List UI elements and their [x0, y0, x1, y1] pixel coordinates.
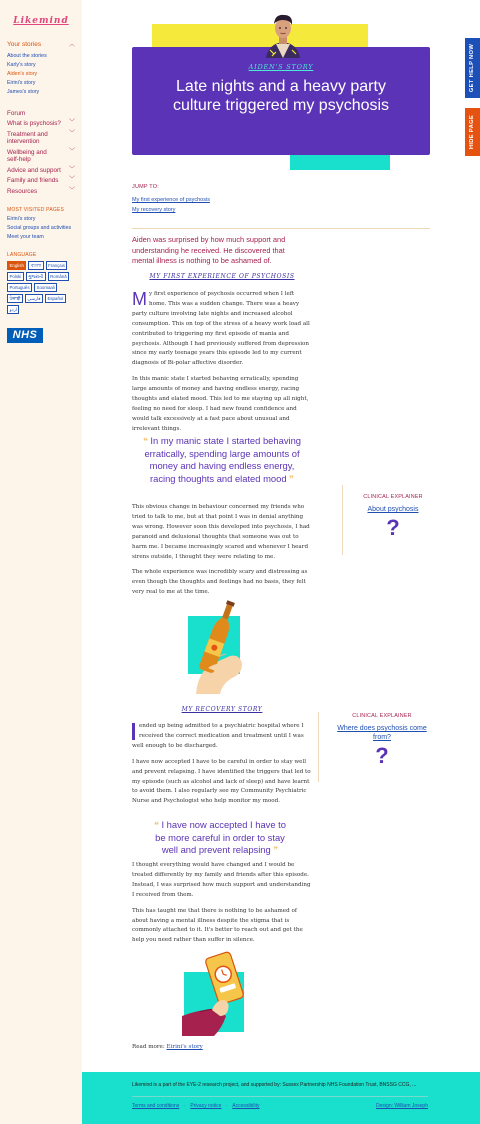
drop-cap-bar	[132, 723, 135, 740]
explainer-title[interactable]: Where does psychosis come from?	[337, 725, 427, 741]
nav-family[interactable]	[7, 176, 75, 187]
open-quote-icon: ❝	[153, 820, 159, 830]
footer-separator: ·	[225, 1102, 228, 1109]
section-heading-recovery: MY RECOVERY STORY	[181, 706, 263, 713]
lang-option[interactable]: اردو	[7, 305, 19, 314]
read-more-link[interactable]: Eirini's story	[166, 1044, 203, 1050]
most-visited-title: MOST VISITED PAGES	[7, 206, 65, 213]
language-selector	[7, 261, 75, 314]
jump-link-recovery[interactable]: My recovery story	[132, 207, 176, 213]
nav-link-aiden[interactable]: Aiden's story	[7, 71, 38, 77]
divider	[132, 228, 430, 229]
nav-link-james[interactable]: James's story	[7, 89, 40, 95]
jump-to-nav	[132, 184, 312, 215]
paragraph: In this manic state I started behaving erratically, spending large amounts of money and having endless energy, racing thoughts and elated mood. This led to me staying up all night, feeling no need for sleep. I had new found confidence and would talk excessively at a fast pace about unusual and irrelevant things.	[132, 376, 309, 432]
clinical-explainer-where-psychosis[interactable]	[330, 713, 434, 768]
get-help-label: GET HELP NOW	[469, 43, 476, 93]
hero-kicker: AIDEN'S STORY	[248, 63, 314, 71]
phone-alarm-illustration	[182, 950, 254, 1036]
lang-option[interactable]: ਪੰਜਾਬੀ	[7, 294, 23, 303]
nav-label: Advice and support	[7, 166, 61, 174]
explainer-divider	[318, 712, 319, 782]
footer-link-privacy[interactable]: Privacy notice	[190, 1102, 222, 1109]
chevron-down-icon: ﹀	[68, 130, 75, 137]
explainer-kicker: CLINICAL EXPLAINER	[352, 713, 412, 719]
get-help-now-tab[interactable]	[465, 38, 480, 98]
chevron-down-icon: ﹀	[68, 148, 75, 155]
footer-design-credit[interactable]: Design: William Joseph	[376, 1102, 428, 1109]
paragraph	[132, 290, 312, 369]
language-title: LANGUAGE	[7, 251, 37, 258]
section-recovery	[132, 722, 312, 807]
paragraph: I thought everything would have changed and I would be treated differently by my family and friends after this episode. Instead, I was surprised how much support and understanding I received from them.	[132, 862, 311, 898]
nav-label: Family and friends	[7, 177, 59, 184]
hide-page-tab[interactable]	[465, 108, 480, 156]
jump-link-first-experience[interactable]: My first experience of psychosis	[132, 197, 210, 203]
nav-treatment[interactable]	[7, 129, 75, 147]
pull-quote-text: I have now accepted I have to be more careful in order to stay well and prevent relapsing	[155, 819, 286, 856]
most-visited-link[interactable]: Eirini's story	[7, 215, 36, 222]
explainer-title[interactable]: About psychosis	[367, 506, 419, 513]
pull-quote	[142, 435, 302, 485]
paragraph-text: ended up being admitted to a psychiatric hospital where I received the correct medication and treatment until I was well enough to be discharged.	[132, 723, 304, 749]
question-icon: ?	[386, 515, 400, 540]
chevron-down-icon: ﹀	[68, 187, 75, 194]
lang-option[interactable]: فارسی	[25, 294, 43, 303]
lang-option[interactable]: Soomaali	[34, 283, 57, 292]
nav-resources[interactable]	[7, 186, 75, 197]
lang-option[interactable]: English	[7, 261, 26, 270]
open-quote-icon: ❝	[142, 436, 148, 446]
paragraph: This has taught me that there is nothing to be ashamed of about having a mental illness despite the stigma that is commonly attached to it. It's better to reach out and get the help you need rather than suffer in silence.	[132, 907, 303, 944]
footer-credit: Likemind is a part of the EYE-2 research project, and supported by: Sussex Partnership NHS Foundation Trust, BNSSG CCG, ...	[132, 1082, 417, 1088]
paragraph: The whole experience was incredibly scary and distressing as even though the thoughts and feelings had no basis, they felt very real to me at the time.	[132, 569, 308, 596]
footer	[82, 1072, 480, 1124]
chevron-down-icon: ﹀	[68, 166, 75, 173]
section-first-experience-cont	[132, 503, 312, 598]
jump-to-label: JUMP TO:	[132, 184, 159, 190]
most-visited-link[interactable]: Social groups and activities	[7, 224, 72, 231]
your-stories-section	[7, 41, 75, 97]
page-title: Late nights and a heavy party culture triggered my psychosis	[172, 78, 390, 114]
nav-link-eirini[interactable]: Eirini's story	[7, 80, 36, 86]
hero-banner	[132, 47, 430, 155]
read-more	[132, 1043, 332, 1053]
nav-wellbeing[interactable]	[7, 147, 75, 165]
your-stories-label: Your stories	[7, 41, 42, 48]
nav-label: Wellbeing and self-help	[7, 148, 47, 163]
paragraph: I have now accepted I have to be careful in order to stay well and prevent relapsing. I have identified the triggers that led to my episode (such as alcohol and lack of sleep) and have learnt to avoid them. I also regularly see my Community Psychiatric Nurse and Psychologist who help monitor my mood.	[132, 758, 311, 805]
your-stories-toggle[interactable]	[7, 41, 75, 49]
beer-bottle-illustration	[186, 598, 248, 694]
footer-divider	[132, 1096, 428, 1097]
footer-link-terms[interactable]: Terms and conditions	[132, 1102, 180, 1109]
hide-page-label: HIDE PAGE	[469, 114, 476, 150]
close-quote-icon: ❞	[289, 473, 294, 484]
nav-what-is-psychosis[interactable]	[7, 119, 75, 130]
drop-cap: M	[132, 289, 147, 309]
question-icon: ?	[375, 743, 389, 768]
nav-link-karly[interactable]: Karly's story	[7, 62, 36, 68]
nav-link-about-stories[interactable]: About the stories	[7, 53, 47, 59]
portrait-illustration	[262, 10, 304, 58]
section-first-experience	[132, 290, 312, 435]
lang-option[interactable]: Français	[46, 261, 68, 270]
pull-quote	[150, 819, 290, 857]
paragraph: This obvious change in behaviour concerned my friends who tried to talk to me, but at that point I was in denial anything was wrong. However soon this developed into psychosis, I had paranoid and delusional thoughts that someone was out to harm me. I became increasingly scared and whenever I heard sirens outside, I thought they were relating to me.	[132, 504, 310, 560]
explainer-kicker: CLINICAL EXPLAINER	[363, 494, 423, 500]
section-recovery-cont	[132, 861, 312, 946]
site-logo[interactable]: Likemind	[13, 16, 69, 26]
read-more-label: Read more:	[132, 1044, 165, 1050]
chevron-up-icon: ︿	[68, 42, 75, 48]
paragraph-text: y first experience of psychosis occurred when I left home. This was a sudden change. There was a heavy party culture involving late nights and increased alcohol consumption. This on top of the stress of a heavy work load all contributed to triggering my first episode of mania and psychosis. Although I had previously suffered from depression since my early teenage years this episode led to my current diagnosis of Bi-polar affective disorder.	[132, 291, 310, 367]
nhs-logo[interactable]: NHS	[7, 328, 43, 343]
lang-option[interactable]: Español	[45, 294, 66, 303]
chevron-down-icon: ﹀	[68, 177, 75, 183]
nav-label: Resources	[7, 187, 38, 195]
explainer-divider	[342, 485, 343, 555]
nav-advice[interactable]	[7, 165, 75, 176]
paragraph	[132, 722, 312, 752]
lang-option[interactable]: ગુજરાતી	[26, 272, 46, 281]
lang-option[interactable]: Română	[48, 272, 70, 281]
lang-option[interactable]: Português	[7, 283, 32, 292]
nav-forum[interactable]: Forum	[7, 109, 26, 117]
sidebar	[0, 0, 82, 1124]
close-quote-icon: ❞	[273, 845, 279, 856]
clinical-explainer-about-psychosis[interactable]	[352, 494, 434, 540]
footer-separator: ·	[183, 1102, 185, 1109]
section-heading-first-experience: MY FIRST EXPERIENCE OF PSYCHOSIS	[149, 273, 295, 280]
nav-label: Treatment and intervention	[7, 130, 48, 145]
most-visited-link[interactable]: Meet your team	[7, 233, 44, 240]
chevron-down-icon: ﹀	[68, 120, 75, 126]
pull-quote-text: In my manic state I started behaving erratically, spending large amounts of money and having endless energy, racing thoughts and elated mood	[144, 435, 302, 484]
footer-link-accessibility[interactable]: Accessibility	[232, 1102, 260, 1109]
lang-option[interactable]: বাংলা	[28, 261, 43, 270]
nav-label: What is psychosis?	[7, 120, 61, 127]
story-intro: Aiden was surprised by how much support and understanding he received. He discovered that mental illness is nothing to be ashamed of.	[132, 235, 286, 265]
lang-option[interactable]: Polski	[7, 272, 24, 281]
